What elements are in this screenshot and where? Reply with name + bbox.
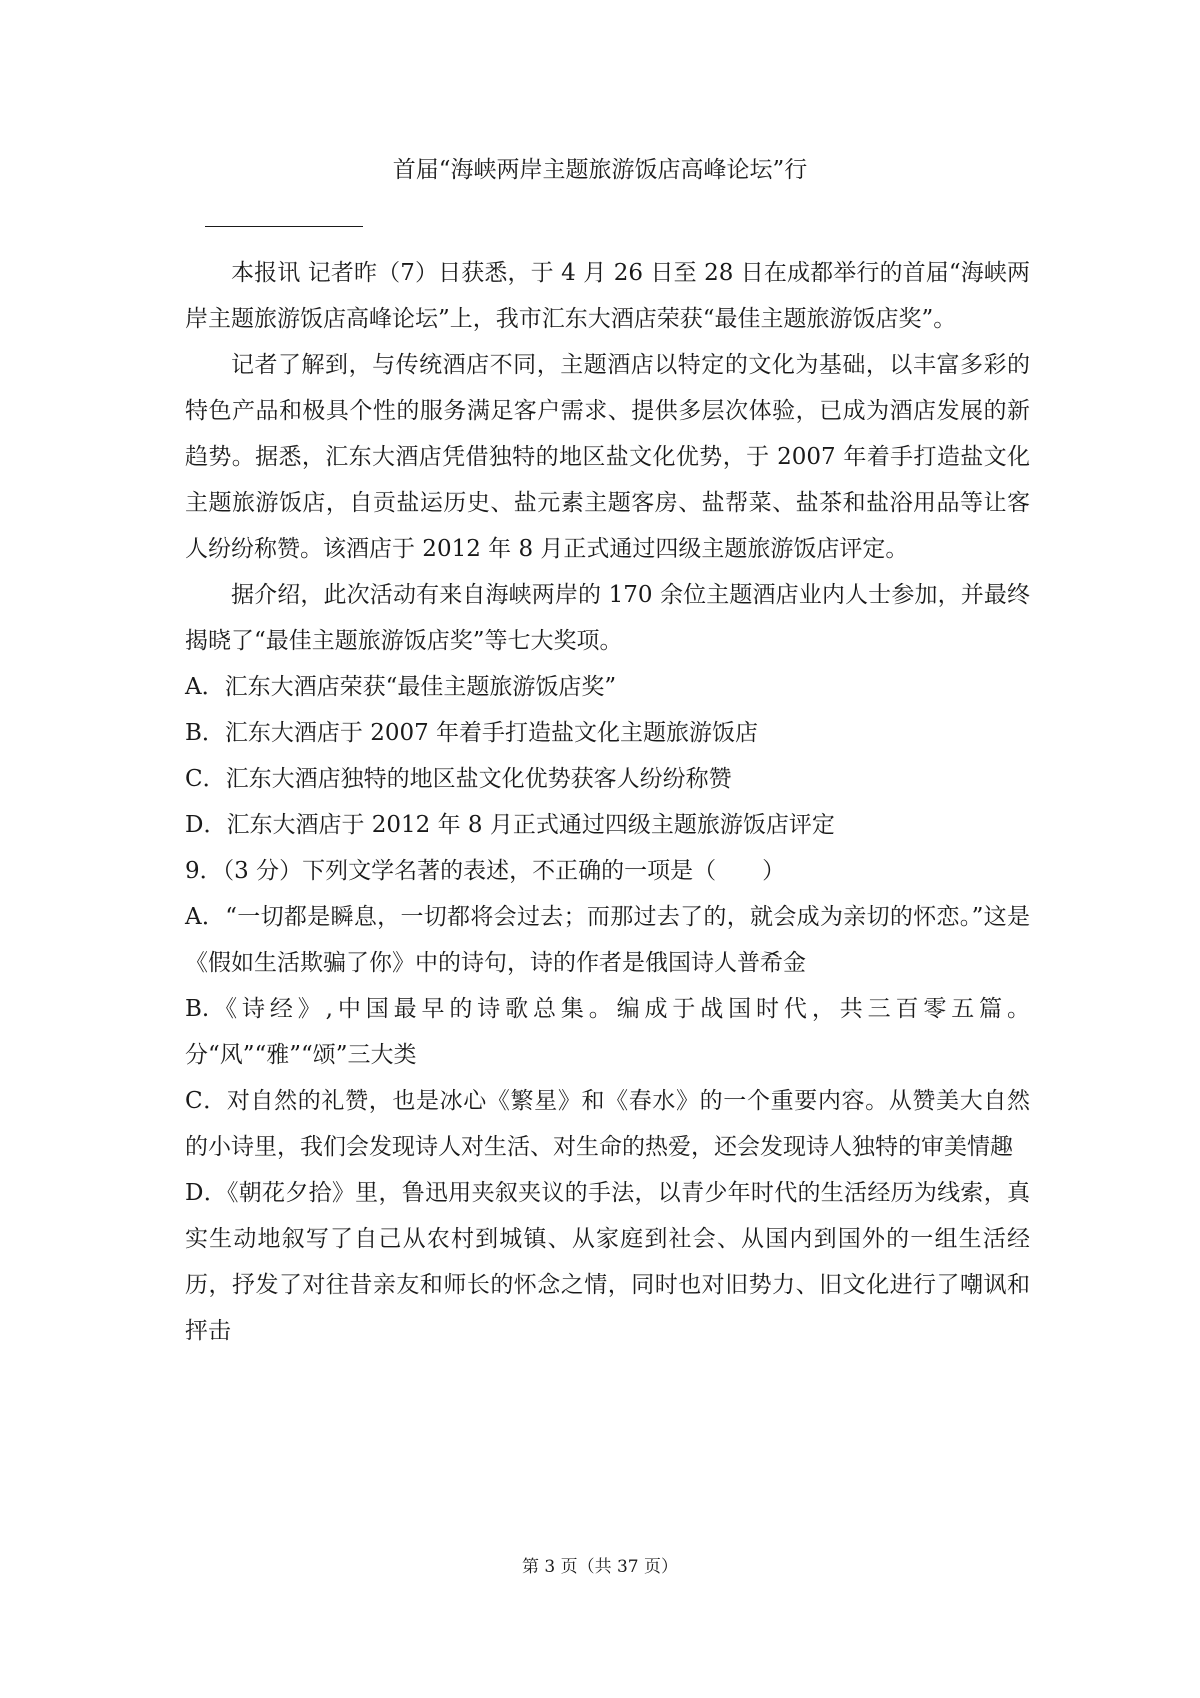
page-number-footer: 第 3 页（共 37 页） xyxy=(521,1557,679,1577)
passage-paragraph-1: 本报讯 记者昨（7）日获悉，于 4 月 26 日至 28 日在成都举行的首届“海峡两岸主题旅游饭店高峰论坛”上，我市汇东大酒店荣获“最佳主题旅游饭店奖”。 xyxy=(185,260,1030,332)
passage-title: 首届“海峡两岸主题旅游饭店高峰论坛”行 xyxy=(392,157,808,183)
passage-paragraph-2: 记者了解到，与传统酒店不同，主题酒店以特定的文化为基础，以丰富多彩的特色产品和极具个性的服务满足客户需求、提供多层次体验，已成为酒店发展的新趋势。据悉，汇东大酒店凭借独特的地区盐文化优势，于 2007 年着手打造盐文化主题旅游饭店，自贡盐运历史、盐元素主题客房、盐帮菜、盐茶和盐浴用品等让客人纷纷称赞。该酒店于 2012 年 8 月正式通过四级主题旅游饭店评定。 xyxy=(185,352,1030,562)
q8-option-b: B．汇东大酒店于 2007 年着手打造盐文化主题旅游饭店 xyxy=(185,720,759,746)
q8-option-d: D．汇东大酒店于 2012 年 8 月正式通过四级主题旅游饭店评定 xyxy=(185,812,835,838)
q9-option-c: C．对自然的礼赞，也是冰心《繁星》和《春水》的一个重要内容。从赞美大自然的小诗里，我们会发现诗人对生活、对生命的热爱，还会发现诗人独特的审美情趣 xyxy=(185,1088,1030,1160)
fill-in-blank-line xyxy=(205,226,363,227)
passage-paragraph-3: 据介绍，此次活动有来自海峡两岸的 170 余位主题酒店业内人士参加，并最终揭晓了“最佳主题旅游饭店奖”等七大奖项。 xyxy=(185,582,1030,654)
q8-option-a: A．汇东大酒店荣获“最佳主题旅游饭店奖” xyxy=(185,674,617,700)
q9-stem: 9．（3 分）下列文学名著的表述，不正确的一项是（ ） xyxy=(185,858,786,884)
q8-option-c: C．汇东大酒店独特的地区盐文化优势获客人纷纷称赞 xyxy=(185,766,732,792)
q9-option-b: B.《诗经》,中国最早的诗歌总集。编成于战国时代，共三百零五篇。分“风”“雅”“颂”三大类 xyxy=(185,996,1030,1068)
q9-option-d: D．《朝花夕拾》里，鲁迅用夹叙夹议的手法，以青少年时代的生活经历为线索，真实生动地叙写了自己从农村到城镇、从家庭到社会、从国内到国外的一组生活经历，抒发了对往昔亲友和师长的怀念之情，同时也对旧势力、旧文化进行了嘲讽和抨击 xyxy=(185,1180,1030,1344)
q9-option-a: A．“一切都是瞬息，一切都将会过去；而那过去了的，就会成为亲切的怀恋。”这是《假如生活欺骗了你》中的诗句，诗的作者是俄国诗人普希金 xyxy=(185,904,1030,976)
page-content xyxy=(185,250,1030,1354)
